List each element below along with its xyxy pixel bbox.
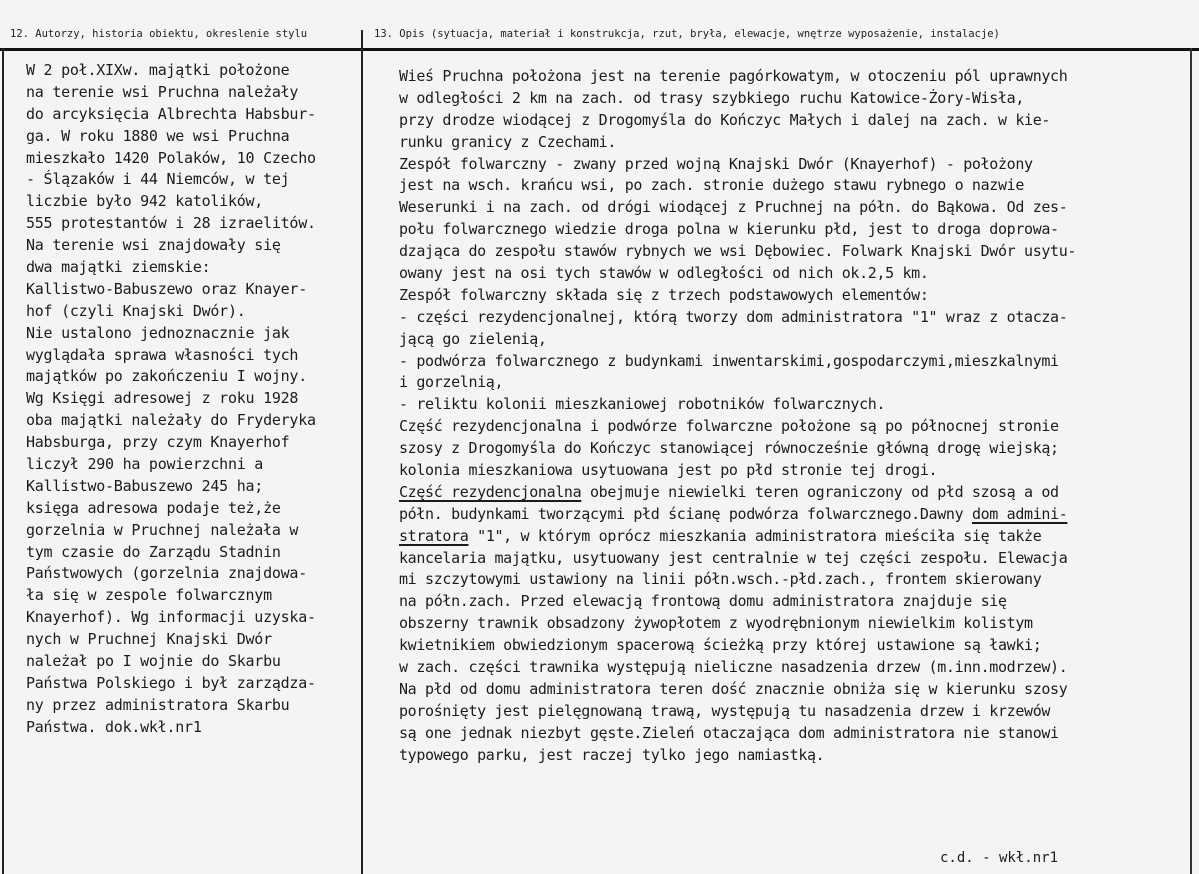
history-line: ga. W roku 1880 we wsi Pruchna [26, 126, 290, 145]
history-line: dwa majątki ziemskie: [26, 258, 211, 277]
description-line: Część rezydencjonalna obejmuje niewielki teren ograniczony od płd szosą a od [399, 482, 1059, 501]
history-column [26, 60, 356, 739]
history-line: Kallistwo-Babuszewo 245 ha; [26, 476, 264, 495]
history-line: ła się w zespole folwarcznym [26, 586, 272, 605]
description-line: dzająca do zespołu stawów rybnych we wsi Dębowiec. Folwark Knajski Dwór usytu- [399, 242, 1077, 261]
description-line: typowego parku, jest raczej tylko jego namiastką. [399, 745, 825, 764]
section-12-header: 12. Autorzy, historia obiektu, okreslenie stylu [10, 28, 308, 40]
column-divider [361, 30, 363, 874]
description-line: obszerny trawnik obsadzony żywopłotem z wyodrębnionym niewielkim kolistym [399, 614, 1033, 633]
description-line: - podwórza folwarcznego z budynkami inwentarskimi,gospodarczymi,mieszkalnymi [399, 351, 1059, 370]
history-line: Na terenie wsi znajdowały się [26, 236, 281, 255]
history-line: nych w Pruchnej Knajski Dwór [26, 630, 272, 649]
history-line: Państwa Polskiego i był zarządza- [26, 673, 316, 692]
top-rule [0, 48, 1199, 51]
description-line: owany jest na osi tych stawów w odległości od nich ok.2,5 km. [399, 264, 929, 283]
history-line: ny przez administratora Skarbu [26, 695, 290, 714]
history-line: majątków po zakończeniu I wojny. [26, 367, 307, 386]
description-column [399, 66, 1184, 767]
history-line: Państwa. dok.wkł.nr1 [26, 717, 202, 736]
description-line: w odległości 2 km na zach. od trasy szybkiego ruchu Katowice-Żory-Wisła, [399, 88, 1025, 107]
description-line: stratora "1", w którym oprócz mieszkania administratora mieściła się także [399, 526, 1042, 545]
history-line: księga adresowa podaje też,że [26, 498, 281, 517]
continuation-note: c.d. - wkł.nr1 [940, 850, 1059, 866]
history-line: liczył 290 ha powierzchni a [26, 455, 264, 474]
section-13-header: 13. Opis (sytuacja, materiał i konstrukcja, rzut, bryła, elewacje, wnętrze wyposażenie, instalacje) [374, 28, 1000, 40]
history-line: 555 protestantów i 28 izraelitów. [26, 214, 316, 233]
description-line: kolonia mieszkaniowa usytuowana jest po płd stronie tej drogi. [399, 461, 938, 480]
history-line: wyglądała sprawa własności tych [26, 345, 299, 364]
history-line: W 2 poł.XIXw. majątki położone [26, 61, 290, 79]
history-line: liczbie było 942 katolików, [26, 192, 264, 211]
history-line: należał po I wojnie do Skarbu [26, 652, 281, 671]
description-line: w zach. części trawnika występują nieliczne nasadzenia drzew (m.inn.modrzew). [399, 658, 1068, 677]
description-line: kwietnikiem obwiedzionym spacerową ścieżką przy której ustawione są ławki; [399, 636, 1042, 655]
history-line: Habsburga, przy czym Knayerhof [26, 433, 290, 452]
description-line: - reliktu kolonii mieszkaniowej robotników folwarcznych. [399, 395, 886, 414]
history-line: Wg Księgi adresowej z roku 1928 [26, 389, 299, 408]
history-line: mieszkało 1420 Polaków, 10 Czecho [26, 148, 316, 167]
history-line: na terenie wsi Pruchna należały [26, 82, 299, 101]
description-line: Na płd od domu administratora teren dość znacznie obniża się w kierunku szosy [399, 679, 1068, 698]
history-line: - Ślązaków i 44 Niemców, w tej [26, 170, 290, 189]
description-line: Wieś Pruchna położona jest na terenie pagórkowatym, w otoczeniu pól uprawnych [399, 67, 1068, 85]
description-line: - części rezydencjonalnej, którą tworzy dom administratora "1" wraz z otacza- [399, 307, 1068, 326]
description-line: mi szczytowymi ustawiony na linii półn.wsch.-płd.zach., frontem skierowany [399, 570, 1042, 589]
description-line: jącą go zielenią, [399, 329, 547, 348]
description-line: i gorzelnią, [399, 373, 504, 392]
description-line: są one jednak niezbyt gęste.Zieleń otaczająca dom administratora nie stanowi [399, 723, 1059, 742]
description-line: Weserunki i na zach. od drógi wiodącej z Pruchnej na półn. do Bąkowa. Od zes- [399, 198, 1068, 217]
history-line: Kallistwo-Babuszewo oraz Knayer- [26, 279, 307, 298]
description-line: przy drodze wiodącej z Drogomyśla do Kończyc Małych i dalej na zach. w kie- [399, 110, 1051, 129]
description-line: jest na wsch. krańcu wsi, po zach. stronie dużego stawu rybnego o nazwie [399, 176, 1025, 195]
description-line: Zespół folwarczny składa się z trzech podstawowych elementów: [399, 285, 929, 304]
history-line: hof (czyli Knajski Dwór). [26, 301, 246, 320]
history-line: tym czasie do Zarządu Stadnin [26, 542, 281, 561]
description-line: runku granicy z Czechami. [399, 132, 617, 151]
description-line: półn. budynkami tworzącymi płd ścianę podwórza folwarcznego.Dawny dom admini- [399, 504, 1068, 523]
history-line: Nie ustalono jednoznacznie jak [26, 323, 290, 342]
history-line: gorzelnia w Pruchnej należała w [26, 520, 299, 539]
left-border [2, 48, 4, 874]
description-line: porośnięty jest pielęgnowaną trawą, występują tu nasadzenia drzew i krzewów [399, 701, 1051, 720]
description-line: Zespół folwarczny - zwany przed wojną Knajski Dwór (Knayerhof) - położony [399, 154, 1033, 173]
history-line: Knayerhof). Wg informacji uzyska- [26, 608, 316, 627]
right-border [1190, 48, 1192, 874]
history-line: do arcyksięcia Albrechta Habsbur- [26, 104, 316, 123]
description-line: kancelaria majątku, usytuowany jest centralnie w tej części zespołu. Elewacja [399, 548, 1068, 567]
history-line: oba majątki należały do Fryderyka [26, 411, 316, 430]
description-line: na półn.zach. Przed elewacją frontową domu administratora znajduje się [399, 592, 1007, 611]
history-line: Państwowych (gorzelnia znajdowa- [26, 564, 307, 583]
description-line: połu folwarcznego wiedzie droga polna w kierunku płd, jest to droga doprowa- [399, 220, 1059, 239]
description-line: Część rezydencjonalna i podwórze folwarczne położone są po północnej stronie [399, 417, 1059, 436]
description-line: szosy z Drogomyśla do Kończyc stanowiącej równocześnie główną drogę wiejską; [399, 439, 1059, 458]
